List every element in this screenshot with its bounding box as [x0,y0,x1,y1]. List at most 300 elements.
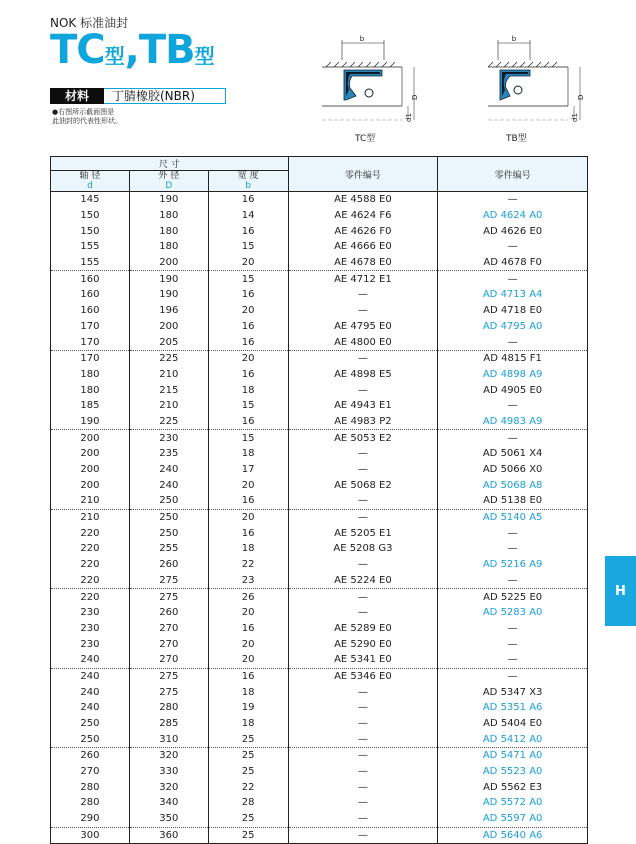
tc-part-cell-text: — [357,305,368,317]
tc-part-cell-text: — [357,591,368,603]
width-cell: 15 [208,271,288,287]
tc-part-cell-text: AE 5289 E0 [334,622,392,634]
width-cell: 16 [208,223,288,239]
tc-part-cell [288,589,438,605]
table-row [51,303,588,319]
tc-part-cell [288,239,438,255]
outer-dia-cell: 210 [129,367,208,383]
outer-dia-cell: 250 [129,525,208,541]
shaft-dia-cell: 190 [51,414,130,430]
table-row [51,382,588,398]
table-row [51,319,588,335]
outer-dia-cell: 205 [129,334,208,350]
width-cell: 20 [208,605,288,621]
table-row [51,239,588,255]
width-cell: 16 [208,668,288,684]
width-cell: 18 [208,716,288,732]
tb-part-cell-text: AD 5523 A0 [482,766,543,778]
tc-part-cell [288,795,438,811]
tb-seal-diagram [488,30,590,130]
tb-part-cell-text: AD 5471 A0 [482,750,543,762]
shaft-dia-cell: 155 [51,255,130,271]
outer-dia-cell: 196 [129,303,208,319]
tc-D-label: D [411,94,419,100]
tb-part-cell [438,239,588,255]
tc-part-cell-text: — [357,384,368,396]
tb-part-cell [438,731,588,747]
width-cell: 15 [208,430,288,446]
tc-part-cell-text: AE 5053 E2 [334,432,392,444]
tb-part-cell [438,493,588,509]
shaft-dia-cell: 270 [51,764,130,780]
table-row [51,430,588,446]
shaft-dia-cell: 240 [51,668,130,684]
table-row [51,636,588,652]
outer-dia-cell: 260 [129,557,208,573]
tc-part-cell [288,255,438,271]
table-row [51,334,588,350]
title-tc: TC [50,27,105,73]
title-comma: , [124,27,139,73]
tb-part-cell [438,573,588,589]
tb-part-cell-text: AD 4983 A9 [482,415,543,427]
table-row [51,668,588,684]
tc-part-cell [288,223,438,239]
width-cell: 25 [208,827,288,844]
tc-part-cell [288,621,438,637]
tc-part-cell-text: — [357,797,368,809]
tc-part-cell [288,541,438,557]
table-row [51,748,588,764]
outer-dia-cell: 275 [129,684,208,700]
outer-dia-cell: 230 [129,430,208,446]
shaft-dia-cell: 200 [51,446,130,462]
width-cell: 18 [208,541,288,557]
tb-part-cell-text: AD 5140 A5 [482,512,543,524]
tb-part-cell-text: — [507,574,518,586]
tc-part-cell [288,700,438,716]
tc-part-cell-text: AE 5290 E0 [334,638,392,650]
tb-part-cell [438,811,588,827]
tb-part-cell [438,208,588,224]
shaft-dia-cell: 230 [51,605,130,621]
table-row [51,557,588,573]
shaft-dia-cell: 185 [51,398,130,414]
tc-part-cell-text: AE 5205 E1 [334,527,392,539]
tb-part-cell [438,557,588,573]
section-note [52,108,122,126]
tc-part-cell [288,827,438,844]
width-cell: 20 [208,350,288,366]
shaft-dia-cell: 170 [51,350,130,366]
outer-dia-cell: 275 [129,589,208,605]
outer-dia-cell: 260 [129,605,208,621]
tc-type-label: TC型 [355,134,376,144]
tb-part-cell-text: AD 5597 A0 [482,813,543,825]
tc-part-cell-text: — [357,813,368,825]
note-line-1: ●右图所示截面图是 [52,108,115,116]
outer-dia-cell: 190 [129,287,208,303]
tb-part-cell-text: AD 5412 A0 [482,733,543,745]
tb-part-cell-text: AD 4718 E0 [483,305,543,317]
tb-part-cell-text: AD 5066 X0 [482,464,543,476]
header-tc-part-number: 零件编号 [288,157,438,192]
outer-dia-cell: 240 [129,477,208,493]
table-row [51,764,588,780]
tb-part-cell-text: AD 4815 F1 [483,353,542,365]
width-cell: 20 [208,652,288,668]
table-row [51,223,588,239]
table-row [51,446,588,462]
tc-part-cell [288,525,438,541]
table-row [51,208,588,224]
outer-dia-cell: 270 [129,636,208,652]
width-cell: 25 [208,748,288,764]
outer-dia-cell: 330 [129,764,208,780]
shaft-dia-cell: 220 [51,573,130,589]
tc-part-cell [288,557,438,573]
table-row [51,716,588,732]
table-row [51,621,588,637]
tb-part-cell-text: — [507,400,518,412]
tb-part-cell-text: AD 4905 E0 [483,384,543,396]
width-cell: 25 [208,731,288,747]
tb-part-cell [438,684,588,700]
tc-part-cell-text: — [357,559,368,571]
tc-part-cell-text: AE 4626 F0 [334,225,392,237]
table-row [51,398,588,414]
tb-part-cell-text: AD 4626 E0 [483,225,543,237]
shaft-dia-cell: 230 [51,621,130,637]
tc-part-cell [288,509,438,525]
shaft-dia-cell: 220 [51,525,130,541]
material-bar [50,88,226,104]
table-row [51,779,588,795]
tb-part-cell-text: — [507,527,518,539]
shaft-dia-cell: 160 [51,287,130,303]
width-cell: 22 [208,779,288,795]
tc-part-cell-text: — [357,829,368,841]
tb-part-cell [438,303,588,319]
width-cell: 20 [208,255,288,271]
tb-part-cell-text: AD 5061 X4 [482,448,543,460]
tb-part-cell [438,589,588,605]
tb-part-cell [438,255,588,271]
tc-part-cell [288,462,438,478]
tc-part-cell-text: AE 4666 E0 [334,241,392,253]
tb-part-cell-text: AD 5562 E3 [483,781,543,793]
shaft-dia-cell: 300 [51,827,130,844]
outer-dia-cell: 180 [129,208,208,224]
tc-part-cell-text: — [357,495,368,507]
table-row [51,462,588,478]
tc-d-label: d1 [405,113,413,122]
shaft-dia-cell: 220 [51,557,130,573]
shaft-dia-cell: 155 [51,239,130,255]
tb-part-cell-text: — [507,273,518,285]
table-row [51,367,588,383]
tb-part-cell [438,652,588,668]
width-cell: 17 [208,462,288,478]
tc-part-cell-text: AE 4983 P2 [334,415,392,427]
tb-part-cell [438,477,588,493]
tb-part-cell [438,192,588,208]
width-cell: 28 [208,795,288,811]
width-cell: 16 [208,334,288,350]
outer-dia-cell: 180 [129,223,208,239]
tc-part-cell [288,398,438,414]
brand-label: NOK 标准油封 [50,16,129,30]
outer-dia-cell: 320 [129,779,208,795]
tb-part-cell [438,223,588,239]
outer-dia-cell: 270 [129,621,208,637]
width-cell: 20 [208,303,288,319]
section-tab-h[interactable]: H [605,556,636,626]
tc-part-cell [288,636,438,652]
shaft-dia-cell: 160 [51,303,130,319]
table-row [51,287,588,303]
tc-part-cell [288,605,438,621]
table-row [51,350,588,366]
outer-dia-cell: 225 [129,414,208,430]
tb-part-cell [438,367,588,383]
tc-part-cell [288,287,438,303]
outer-dia-cell: 255 [129,541,208,557]
tb-part-cell [438,795,588,811]
width-cell: 16 [208,319,288,335]
outer-dia-cell: 280 [129,700,208,716]
width-cell: 25 [208,764,288,780]
table-row [51,477,588,493]
shaft-dia-cell: 170 [51,319,130,335]
tb-part-cell-text: AD 4678 F0 [483,257,542,269]
outer-dia-cell: 310 [129,731,208,747]
shaft-dia-cell: 280 [51,779,130,795]
outer-dia-cell: 275 [129,668,208,684]
tc-part-cell [288,493,438,509]
material-label: 材料 [50,88,104,104]
header-width: 宽 度 b [208,171,288,192]
tc-part-cell [288,668,438,684]
tc-part-cell-text: AE 4800 E0 [334,336,392,348]
width-cell: 20 [208,477,288,493]
outer-dia-cell: 225 [129,350,208,366]
width-cell: 16 [208,192,288,208]
tb-part-cell [438,509,588,525]
tb-part-cell [438,398,588,414]
table-row [51,589,588,605]
table-row [51,541,588,557]
outer-dia-cell: 285 [129,716,208,732]
shaft-dia-cell: 240 [51,700,130,716]
shaft-dia-cell: 145 [51,192,130,208]
shaft-dia-cell: 200 [51,430,130,446]
material-value: 丁腈橡胶(NBR) [104,88,226,104]
shaft-dia-cell: 160 [51,271,130,287]
table-row [51,605,588,621]
tc-part-cell [288,446,438,462]
tc-part-cell-text: AE 4624 F6 [334,210,392,222]
tc-part-cell-text: — [357,702,368,714]
outer-dia-cell: 200 [129,255,208,271]
tb-part-cell-text: AD 5216 A9 [482,559,543,571]
shaft-dia-cell: 180 [51,367,130,383]
tc-part-cell-text: AE 5068 E2 [334,479,392,491]
tb-part-cell-text: — [507,638,518,650]
shaft-dia-cell: 280 [51,795,130,811]
tc-part-cell-text: AE 4588 E0 [334,194,392,206]
outer-dia-cell: 235 [129,446,208,462]
tb-part-cell-text: — [507,241,518,253]
tb-part-cell [438,271,588,287]
tc-part-cell [288,779,438,795]
tc-part-cell-text: — [357,718,368,730]
shaft-dia-cell: 180 [51,382,130,398]
tb-part-cell [438,764,588,780]
tc-part-cell [288,573,438,589]
header-outer-dia: 外 径 D [129,171,208,192]
tc-part-cell [288,731,438,747]
outer-dia-cell: 215 [129,382,208,398]
width-cell: 16 [208,525,288,541]
tc-part-cell-text: — [357,448,368,460]
outer-dia-cell: 350 [129,811,208,827]
shaft-dia-cell: 170 [51,334,130,350]
tb-part-cell-text: AD 4624 A0 [482,210,543,222]
width-cell: 18 [208,382,288,398]
tc-part-cell-text: AE 4712 E1 [334,273,392,285]
outer-dia-cell: 250 [129,493,208,509]
tc-part-cell [288,303,438,319]
table-row [51,525,588,541]
width-cell: 18 [208,446,288,462]
tc-part-cell [288,748,438,764]
tb-part-cell-text: — [507,654,518,666]
shaft-dia-cell: 240 [51,684,130,700]
tb-part-cell [438,414,588,430]
tb-part-cell [438,446,588,462]
shaft-dia-cell: 210 [51,509,130,525]
tc-part-cell [288,319,438,335]
table-row [51,700,588,716]
width-cell: 19 [208,700,288,716]
tb-part-cell [438,748,588,764]
outer-dia-cell: 250 [129,509,208,525]
tb-part-cell-text: AD 5404 E0 [483,718,543,730]
width-cell: 26 [208,589,288,605]
outer-dia-cell: 180 [129,239,208,255]
tb-part-cell [438,779,588,795]
tc-part-cell [288,350,438,366]
width-cell: 16 [208,287,288,303]
tc-seal-diagram [322,30,424,130]
tb-part-cell-text: AD 5347 X3 [482,686,543,698]
shaft-dia-cell: 240 [51,652,130,668]
table-row [51,684,588,700]
tb-part-cell [438,430,588,446]
width-cell: 16 [208,367,288,383]
tc-b-label: b [359,35,365,43]
header-tb-part-number: 零件编号 [438,157,588,192]
tb-part-cell [438,462,588,478]
table-row [51,271,588,287]
width-cell: 16 [208,414,288,430]
table-row [51,652,588,668]
tc-part-cell [288,192,438,208]
tb-part-cell-text: AD 4898 A9 [482,368,543,380]
tb-part-cell-text: AD 5138 E0 [483,495,543,507]
tb-part-cell [438,827,588,844]
tc-part-cell-text: — [357,733,368,745]
tc-part-cell [288,367,438,383]
tc-part-cell-text: — [357,607,368,619]
tc-part-cell [288,430,438,446]
seal-size-table [50,156,588,844]
width-cell: 25 [208,811,288,827]
tc-part-cell-text: — [357,766,368,778]
table-row [51,731,588,747]
outer-dia-cell: 210 [129,398,208,414]
tb-part-cell-text: AD 4795 A0 [482,320,543,332]
tc-part-cell-text: AE 5341 E0 [334,654,392,666]
tc-part-cell [288,208,438,224]
tb-part-cell-text: AD 5640 A6 [482,829,543,841]
width-cell: 20 [208,636,288,652]
tb-part-cell [438,382,588,398]
tb-part-cell-text: AD 5068 A8 [482,479,543,491]
tc-part-cell-text: AE 5224 E0 [334,574,392,586]
table-row [51,573,588,589]
shaft-dia-cell: 150 [51,208,130,224]
tb-part-cell-text: — [507,432,518,444]
tb-part-cell [438,700,588,716]
tb-d-label: d1 [571,113,579,122]
tc-part-cell-text: — [357,781,368,793]
tb-type-label: TB型 [506,134,527,144]
width-cell: 22 [208,557,288,573]
table-row [51,255,588,271]
tc-part-cell-text: AE 4943 E1 [334,400,392,412]
tc-part-cell [288,716,438,732]
tb-D-label: D [577,94,585,100]
tb-part-cell-text: AD 4713 A4 [482,289,543,301]
tb-part-cell-text: — [507,194,518,206]
tc-part-cell-text: — [357,686,368,698]
tc-part-cell [288,652,438,668]
tc-part-cell [288,764,438,780]
tb-part-cell-text: — [507,543,518,555]
width-cell: 18 [208,684,288,700]
tb-part-cell [438,319,588,335]
shaft-dia-cell: 250 [51,716,130,732]
width-cell: 14 [208,208,288,224]
tb-part-cell [438,541,588,557]
outer-dia-cell: 190 [129,192,208,208]
tb-part-cell [438,287,588,303]
shaft-dia-cell: 220 [51,589,130,605]
tc-part-cell-text: AE 4795 E0 [334,320,392,332]
table-row [51,493,588,509]
outer-dia-cell: 190 [129,271,208,287]
tc-part-cell-text: — [357,750,368,762]
width-cell: 16 [208,493,288,509]
header-shaft-dia: 轴 径 d [51,171,130,192]
tb-part-cell-text: — [507,622,518,634]
tc-part-cell [288,684,438,700]
tb-b-label: b [511,35,517,43]
tc-part-cell [288,271,438,287]
tb-part-cell [438,668,588,684]
